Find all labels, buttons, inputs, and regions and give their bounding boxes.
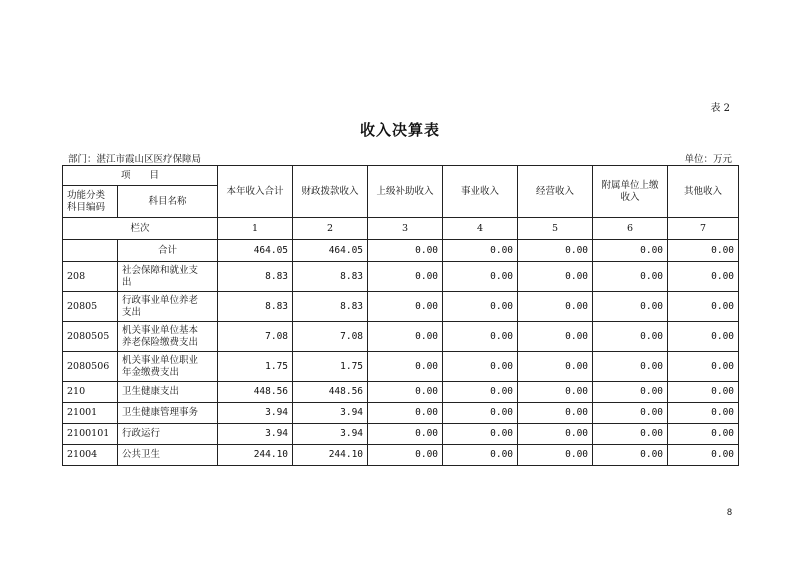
amount-cell: 0.00 bbox=[443, 240, 518, 262]
amount-cell: 0.00 bbox=[368, 424, 443, 445]
amount-cell: 8.83 bbox=[218, 292, 293, 322]
function-code-header: 功能分类 科目编码 bbox=[63, 186, 118, 218]
amount-cell: 0.00 bbox=[368, 403, 443, 424]
row-number-label: 栏次 bbox=[63, 218, 218, 240]
department-label: 部门：湛江市霞山区医疗保障局 bbox=[68, 154, 202, 165]
column-header: 财政拨款收入 bbox=[293, 166, 368, 218]
amount-cell: 0.00 bbox=[593, 262, 668, 292]
amount-cell: 464.05 bbox=[293, 240, 368, 262]
amount-cell: 0.00 bbox=[518, 240, 593, 262]
function-code-cell: 208 bbox=[63, 262, 118, 292]
subject-name-cell: 卫生健康管理事务 bbox=[118, 403, 218, 424]
amount-cell: 0.00 bbox=[443, 403, 518, 424]
column-header: 事业收入 bbox=[443, 166, 518, 218]
column-number: 4 bbox=[443, 218, 518, 240]
amount-cell: 0.00 bbox=[593, 240, 668, 262]
amount-cell: 244.10 bbox=[218, 445, 293, 466]
amount-cell: 0.00 bbox=[443, 445, 518, 466]
amount-cell: 0.00 bbox=[368, 322, 443, 352]
column-number: 5 bbox=[518, 218, 593, 240]
amount-cell: 3.94 bbox=[293, 424, 368, 445]
function-code-cell: 210 bbox=[63, 382, 118, 403]
amount-cell: 0.00 bbox=[518, 403, 593, 424]
function-code-cell: 21004 bbox=[63, 445, 118, 466]
table-row bbox=[63, 292, 739, 322]
amount-cell: 0.00 bbox=[593, 445, 668, 466]
amount-cell: 0.00 bbox=[368, 352, 443, 382]
amount-cell: 0.00 bbox=[668, 352, 739, 382]
subject-name-cell: 行政事业单位养老 支出 bbox=[118, 292, 218, 322]
function-code-cell: 21001 bbox=[63, 403, 118, 424]
page-title: 收入决算表 bbox=[359, 121, 440, 139]
subject-name-cell: 机关事业单位基本 养老保险缴费支出 bbox=[118, 322, 218, 352]
column-number: 6 bbox=[593, 218, 668, 240]
subject-name-cell: 机关事业单位职业 年金缴费支出 bbox=[118, 352, 218, 382]
column-header: 附属单位上缴 收入 bbox=[593, 166, 668, 218]
subject-name-cell: 公共卫生 bbox=[118, 445, 218, 466]
amount-cell: 0.00 bbox=[668, 382, 739, 403]
amount-cell: 0.00 bbox=[443, 352, 518, 382]
amount-cell: 3.94 bbox=[218, 424, 293, 445]
amount-cell: 448.56 bbox=[293, 382, 368, 403]
amount-cell: 0.00 bbox=[593, 382, 668, 403]
table-row bbox=[63, 322, 739, 352]
amount-cell: 0.00 bbox=[668, 424, 739, 445]
amount-cell: 0.00 bbox=[518, 424, 593, 445]
amount-cell: 0.00 bbox=[668, 445, 739, 466]
amount-cell: 0.00 bbox=[593, 352, 668, 382]
amount-cell: 0.00 bbox=[668, 240, 739, 262]
amount-cell: 0.00 bbox=[668, 262, 739, 292]
column-header: 上级补助收入 bbox=[368, 166, 443, 218]
subject-name-header: 科目名称 bbox=[118, 186, 218, 218]
item-header: 项 目 bbox=[63, 166, 218, 186]
table-row bbox=[63, 352, 739, 382]
amount-cell: 7.08 bbox=[293, 322, 368, 352]
amount-cell: 0.00 bbox=[518, 382, 593, 403]
amount-cell: 0.00 bbox=[518, 292, 593, 322]
column-number: 3 bbox=[368, 218, 443, 240]
amount-cell: 244.10 bbox=[293, 445, 368, 466]
amount-cell: 0.00 bbox=[368, 262, 443, 292]
amount-cell: 0.00 bbox=[518, 352, 593, 382]
amount-cell: 464.05 bbox=[218, 240, 293, 262]
amount-cell: 0.00 bbox=[368, 445, 443, 466]
amount-cell: 3.94 bbox=[293, 403, 368, 424]
amount-cell: 0.00 bbox=[368, 292, 443, 322]
column-number: 7 bbox=[668, 218, 739, 240]
amount-cell: 0.00 bbox=[668, 403, 739, 424]
amount-cell: 8.83 bbox=[293, 292, 368, 322]
amount-cell: 0.00 bbox=[518, 262, 593, 292]
function-code-cell bbox=[63, 240, 118, 262]
table-body bbox=[63, 240, 739, 466]
table-row bbox=[63, 382, 739, 403]
amount-cell: 0.00 bbox=[518, 322, 593, 352]
amount-cell: 3.94 bbox=[218, 403, 293, 424]
column-number-row bbox=[63, 218, 739, 240]
column-number: 1 bbox=[218, 218, 293, 240]
amount-cell: 7.08 bbox=[218, 322, 293, 352]
column-header: 经营收入 bbox=[518, 166, 593, 218]
subject-name-cell: 卫生健康支出 bbox=[118, 382, 218, 403]
amount-cell: 0.00 bbox=[443, 424, 518, 445]
page-number: 8 bbox=[726, 507, 732, 517]
amount-cell: 0.00 bbox=[443, 292, 518, 322]
function-code-cell: 20805 bbox=[63, 292, 118, 322]
amount-cell: 0.00 bbox=[593, 322, 668, 352]
table-number-label: 表 2 bbox=[710, 103, 730, 114]
column-number: 2 bbox=[293, 218, 368, 240]
table-row bbox=[63, 445, 739, 466]
amount-cell: 0.00 bbox=[593, 292, 668, 322]
amount-cell: 0.00 bbox=[518, 445, 593, 466]
column-header: 其他收入 bbox=[668, 166, 739, 218]
table-row bbox=[63, 424, 739, 445]
amount-cell: 1.75 bbox=[293, 352, 368, 382]
amount-cell: 448.56 bbox=[218, 382, 293, 403]
amount-cell: 0.00 bbox=[368, 382, 443, 403]
function-code-cell: 2080505 bbox=[63, 322, 118, 352]
unit-label: 单位：万元 bbox=[684, 154, 732, 165]
amount-cell: 0.00 bbox=[443, 322, 518, 352]
income-report-table bbox=[62, 165, 739, 466]
table-row bbox=[63, 403, 739, 424]
table-row bbox=[63, 240, 739, 262]
amount-cell: 0.00 bbox=[368, 240, 443, 262]
amount-cell: 0.00 bbox=[668, 322, 739, 352]
amount-cell: 0.00 bbox=[593, 424, 668, 445]
subject-name-cell: 行政运行 bbox=[118, 424, 218, 445]
function-code-cell: 2080506 bbox=[63, 352, 118, 382]
amount-cell: 8.83 bbox=[293, 262, 368, 292]
amount-cell: 0.00 bbox=[443, 262, 518, 292]
header-row-1 bbox=[63, 166, 739, 186]
amount-cell: 8.83 bbox=[218, 262, 293, 292]
table-row bbox=[63, 262, 739, 292]
amount-cell: 1.75 bbox=[218, 352, 293, 382]
column-header: 本年收入合计 bbox=[218, 166, 293, 218]
subject-name-cell: 合计 bbox=[118, 240, 218, 262]
amount-cell: 0.00 bbox=[593, 403, 668, 424]
amount-cell: 0.00 bbox=[668, 292, 739, 322]
subject-name-cell: 社会保障和就业支 出 bbox=[118, 262, 218, 292]
amount-cell: 0.00 bbox=[443, 382, 518, 403]
function-code-cell: 2100101 bbox=[63, 424, 118, 445]
